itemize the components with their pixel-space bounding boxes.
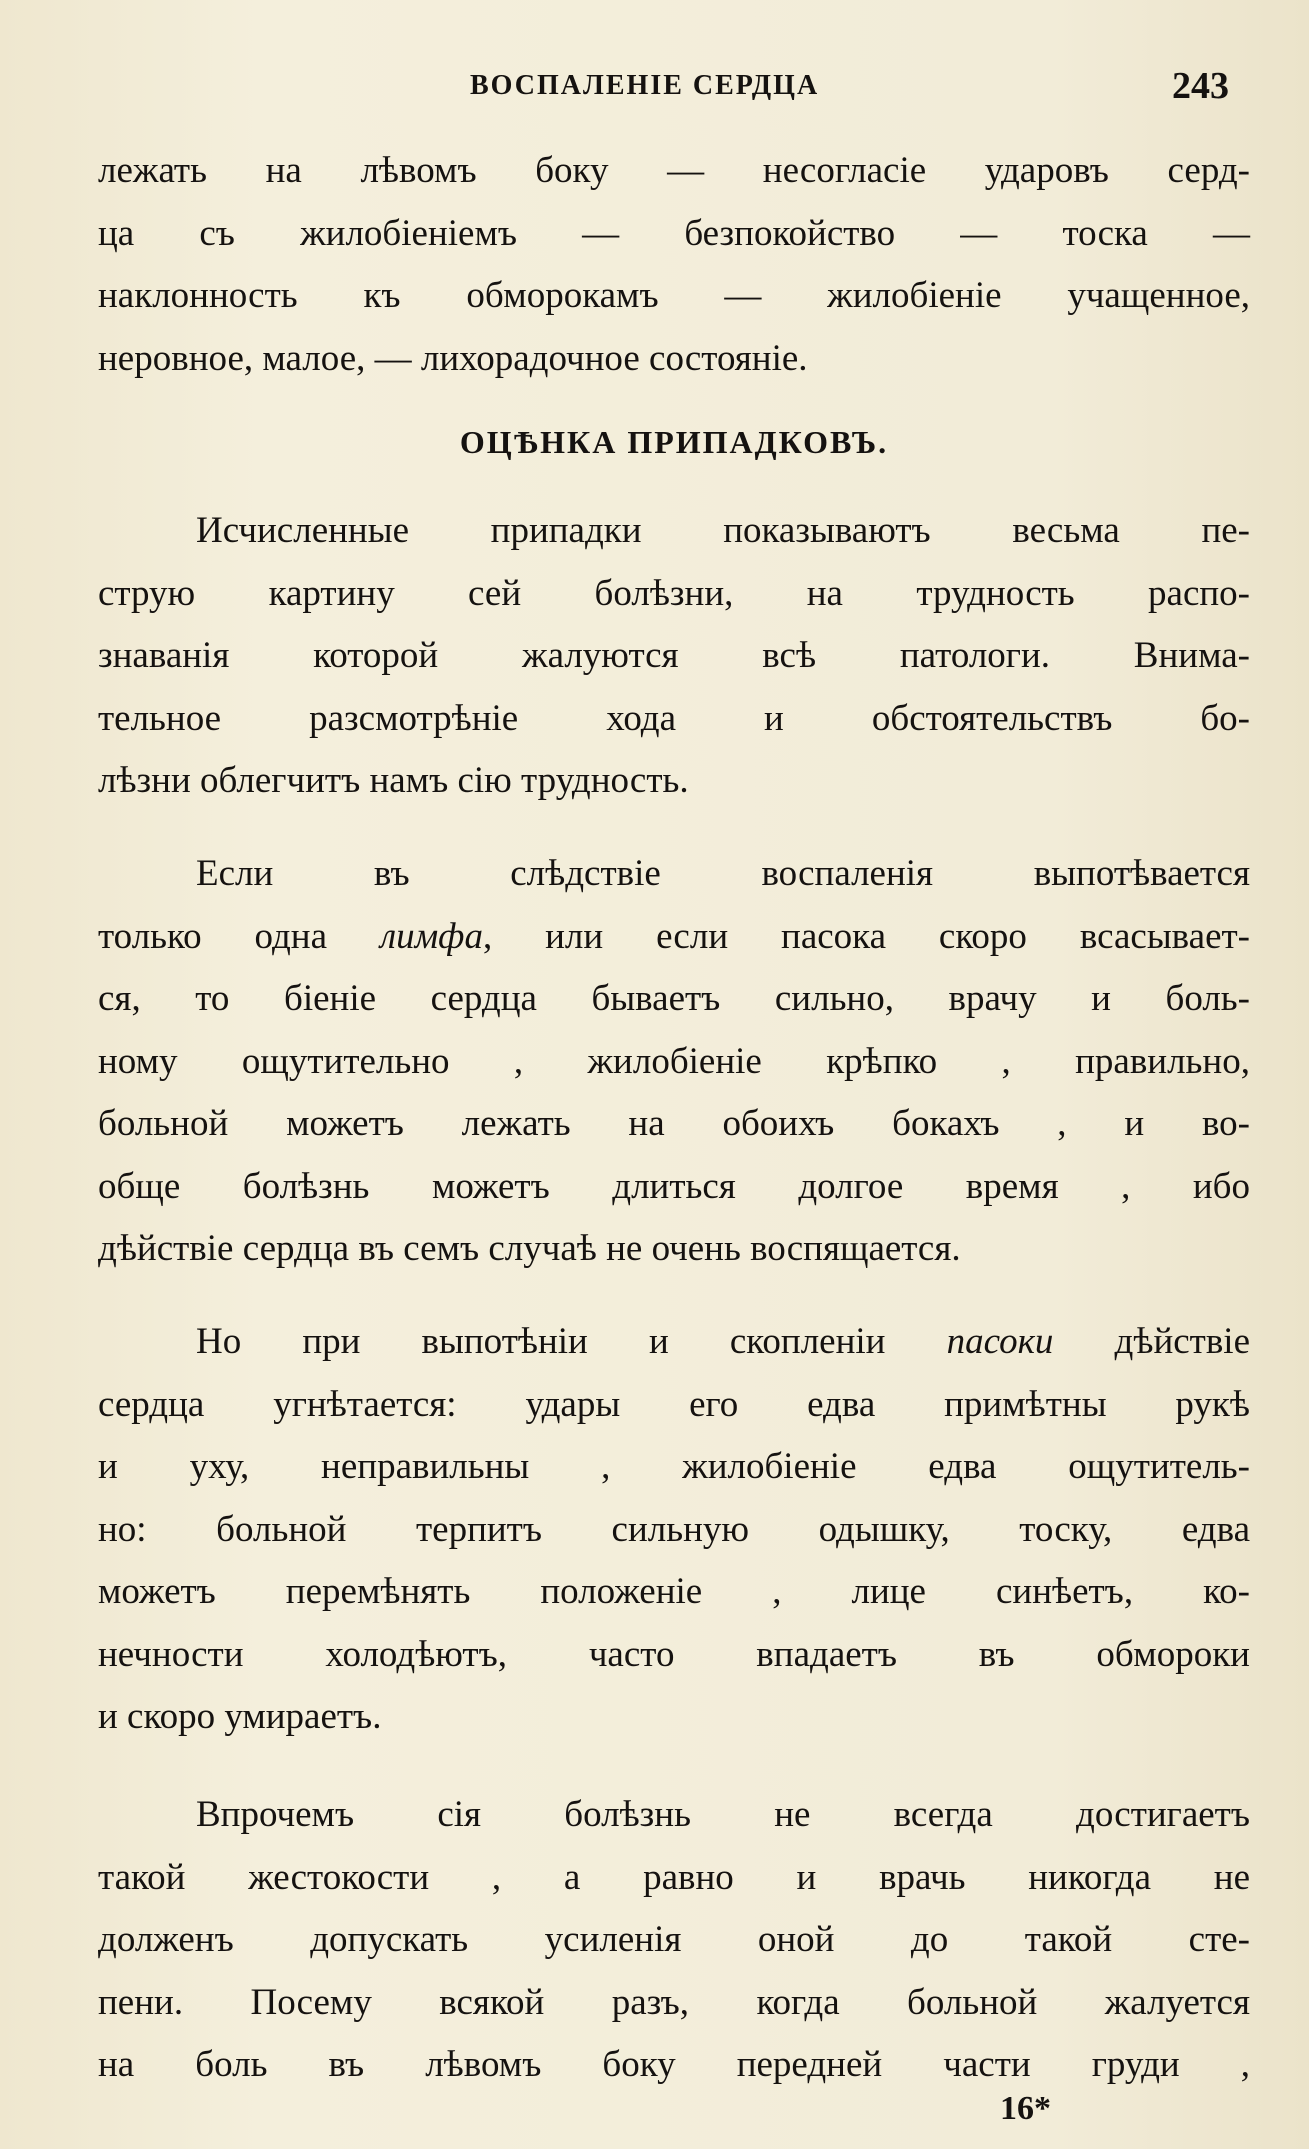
text-line [98, 1311, 1250, 1374]
text-line: наклонность къ обморокамъ — жилобіеніе учащенное, [98, 275, 1250, 316]
paragraph-top [98, 140, 1250, 390]
text-line: знаванія которой жалуются всѣ патологи. Внима- [98, 635, 1250, 676]
page-number: 243 [1172, 65, 1229, 107]
text-line: струю картину сей болѣзни, на трудность распо- [98, 572, 1250, 614]
text-line: Если въ слѣдствіе воспаленія выпотѣвается [196, 853, 1250, 894]
text-line: лежать на лѣвомъ боку — несогласіе ударовъ серд- [98, 150, 1250, 191]
text-line: Исчисленные припадки показываютъ весьма пе- [196, 510, 1250, 551]
paragraph-3 [98, 843, 1250, 1281]
text-line: больной можетъ лежать на обоихъ бокахъ , и во- [98, 1103, 1250, 1144]
signature-mark: 16* [1000, 2090, 1051, 2127]
text-line: дѣйствіе сердца въ семъ случаѣ не очень воспящается. [98, 1228, 961, 1269]
section-heading: ОЦѢНКА ПРИПАДКОВЪ. [459, 424, 889, 460]
text-run: только одна [98, 915, 380, 957]
text-line: ному ощутительно , жилобіеніе крѣпко , правильно, [98, 1040, 1250, 1082]
text-line: неровное, малое, — лихорадочное состояніе. [98, 337, 808, 379]
text-line: можетъ перемѣнять положеніе , лице синѣетъ, ко- [98, 1571, 1250, 1612]
text-line: но: больной терпитъ сильную одышку, тоску, едва [98, 1508, 1250, 1550]
paragraph-4 [98, 1311, 1250, 1749]
text-line: нечности холодѣютъ, часто впадаетъ въ обмороки [98, 1633, 1250, 1675]
text-line: обще болѣзнь можетъ длиться долгое время , ибо [98, 1165, 1250, 1207]
text-line: сердца угнѣтается: удары его едва примѣтны рукѣ [98, 1383, 1250, 1425]
text-run: , или если пасока скоро всасывает- [482, 915, 1250, 957]
page-header [100, 64, 1249, 110]
text-line: пени. Посему всякой разъ, когда больной жалуется [98, 1981, 1250, 2023]
paragraph-2 [98, 500, 1250, 813]
paragraph-5 [98, 1784, 1250, 2097]
text-line: ся, то біеніе сердца бываетъ сильно, врачу и боль- [98, 978, 1250, 1019]
text-line [98, 906, 1250, 969]
italic-term: пасоки [946, 1321, 1054, 1362]
text-line: тельное разсмотрѣніе хода и обстоятельствъ бо- [98, 697, 1250, 739]
running-title: ВОСПАЛЕНІЕ СЕРДЦА [470, 70, 820, 101]
text-run: Но при выпотѣніи и скопленіи [196, 1321, 947, 1362]
italic-term: лимфа [379, 915, 483, 957]
text-line: и скоро умираетъ. [98, 1696, 382, 1737]
text-line: Впрочемъ сія болѣзнь не всегда достигаетъ [196, 1794, 1250, 1835]
text-line: и уху, неправильны , жилобіеніе едва ощутитель- [98, 1446, 1250, 1487]
text-line: на боль въ лѣвомъ боку передней части груди , [98, 2044, 1250, 2085]
text-line: долженъ допускать усиленія оной до такой сте- [98, 1919, 1250, 1960]
text-line: ца съ жилобіеніемъ — безпокойство — тоска — [98, 212, 1250, 254]
text-line: лѣзни облегчитъ намъ сію трудность. [98, 760, 689, 801]
text-line: такой жестокости , а равно и врачь никогда не [98, 1856, 1250, 1898]
text-run: дѣйствіе [1053, 1321, 1251, 1362]
